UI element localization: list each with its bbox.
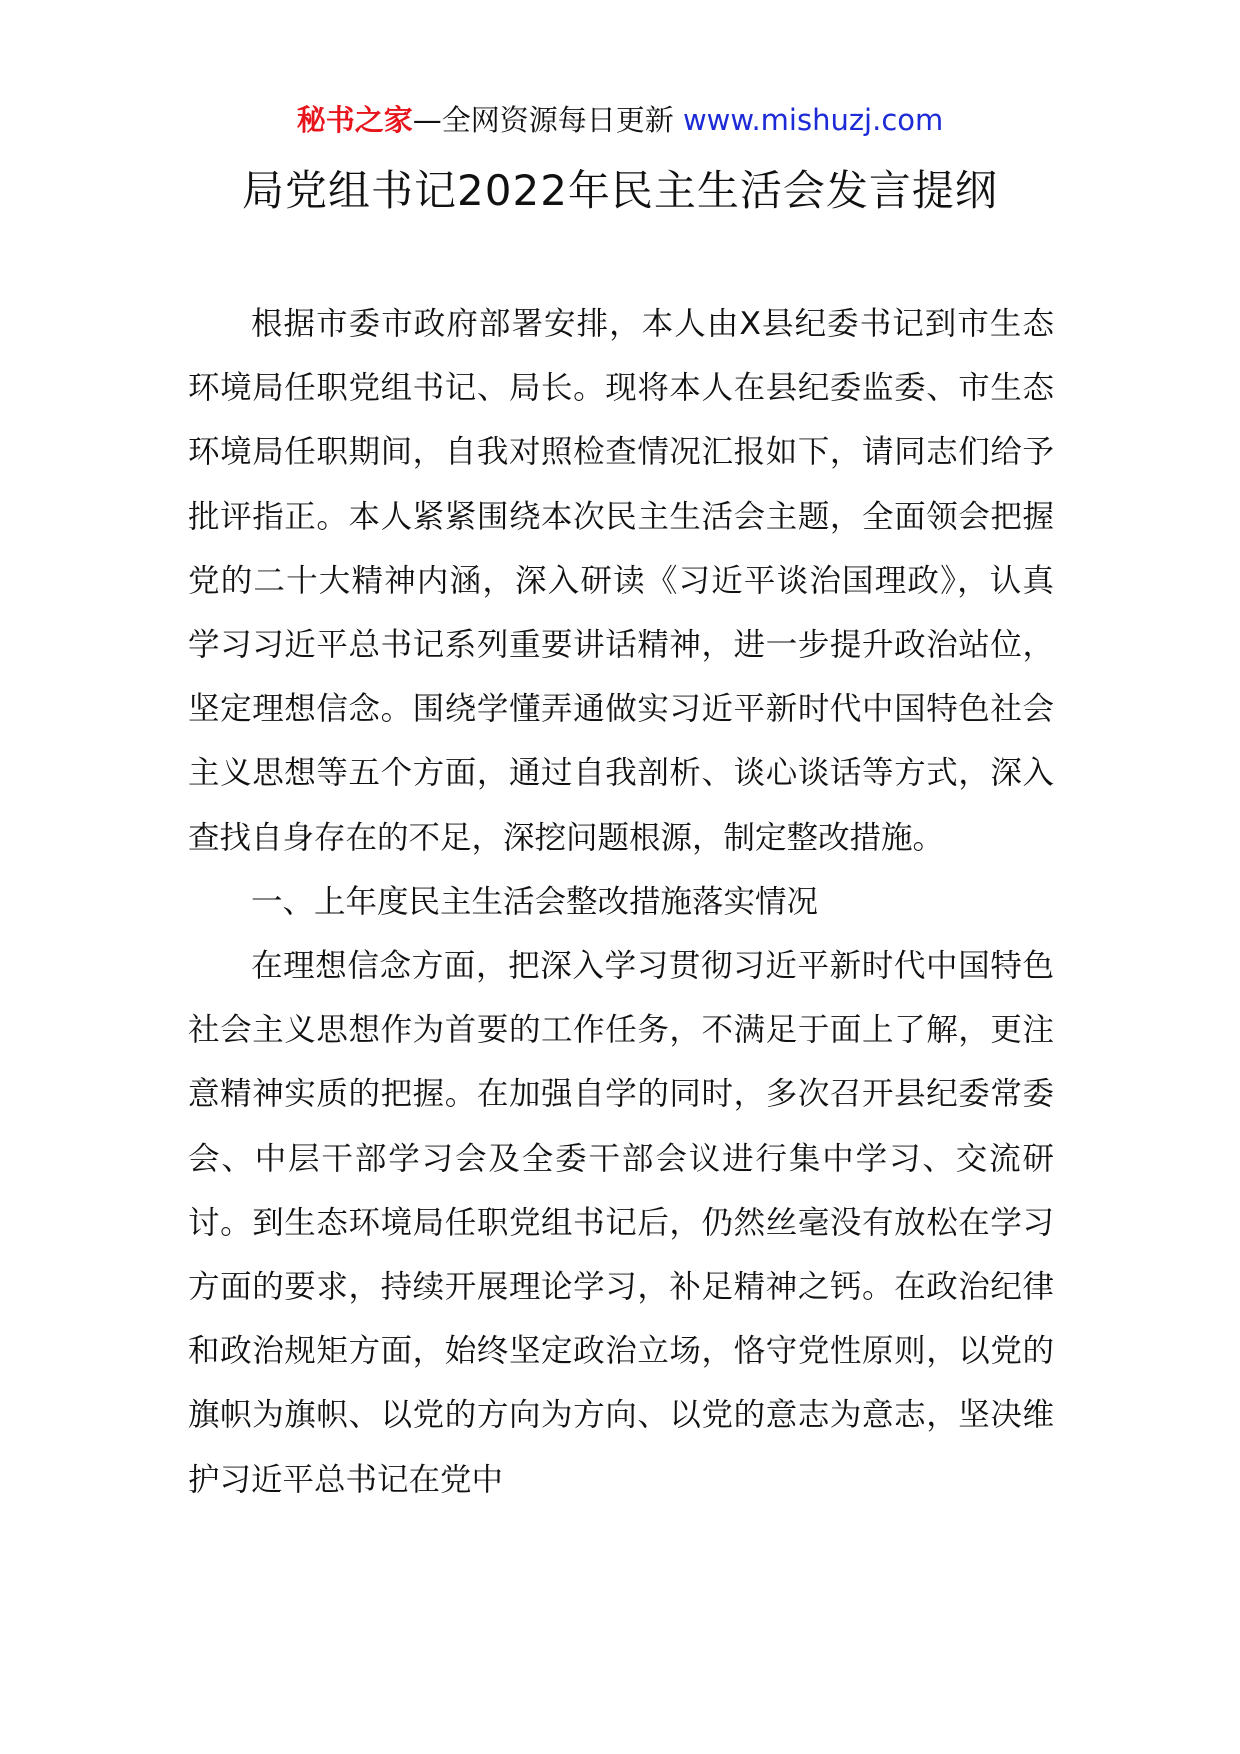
site-url-link[interactable]: www.mishuzj.com [682, 103, 944, 137]
document-body [188, 292, 1054, 1512]
brand-name: 秘书之家 [296, 103, 413, 137]
document-title: 局党组书记2022年民主生活会发言提纲 [242, 166, 998, 215]
paragraph-intro: 根据市委市政府部署安排，本人由X县纪委书记到市生态环境局任职党组书记、局长。现将本人在县纪委监委、市生态环境局任职期间，自我对照检查情况汇报如下，请同志们给予批评指正。本人紧紧围绕本次民主生活会主题，全面领会把握党的二十大精神内涵，深入研读《习近平谈治国理政》，认真学习习近平总书记系列重要讲话精神，进一步提升政治站位，坚定理想信念。围绕学懂弄通做实习近平新时代中国特色社会主义思想等五个方面，通过自我剖析、谈心谈话等方式，深入查找自身存在的不足，深挖问题根源，制定整改措施。 [188, 306, 1054, 856]
site-header [0, 100, 1240, 140]
header-tagline: —全网资源每日更新 [412, 103, 674, 137]
section-heading: 一、上年度民主生活会整改措施落实情况 [251, 883, 819, 920]
paragraph-ideals: 在理想信念方面，把深入学习贯彻习近平新时代中国特色社会主义思想作为首要的工作任务，不满足于面上了解，更注意精神实质的把握。在加强自学的同时，多次召开县纪委常委会、中层干部学习会及全委干部会议进行集中学习、交流研讨。到生态环境局任职党组书记后，仍然丝毫没有放松在学习方面的要求，持续开展理论学习，补足精神之钙。在政治纪律和政治规矩方面，始终坚定政治立场，恪守党性原则，以党的旗帜为旗帜、以党的方向为方向、以党的意志为意志，坚决维护习近平总书记在党中 [188, 948, 1054, 1498]
